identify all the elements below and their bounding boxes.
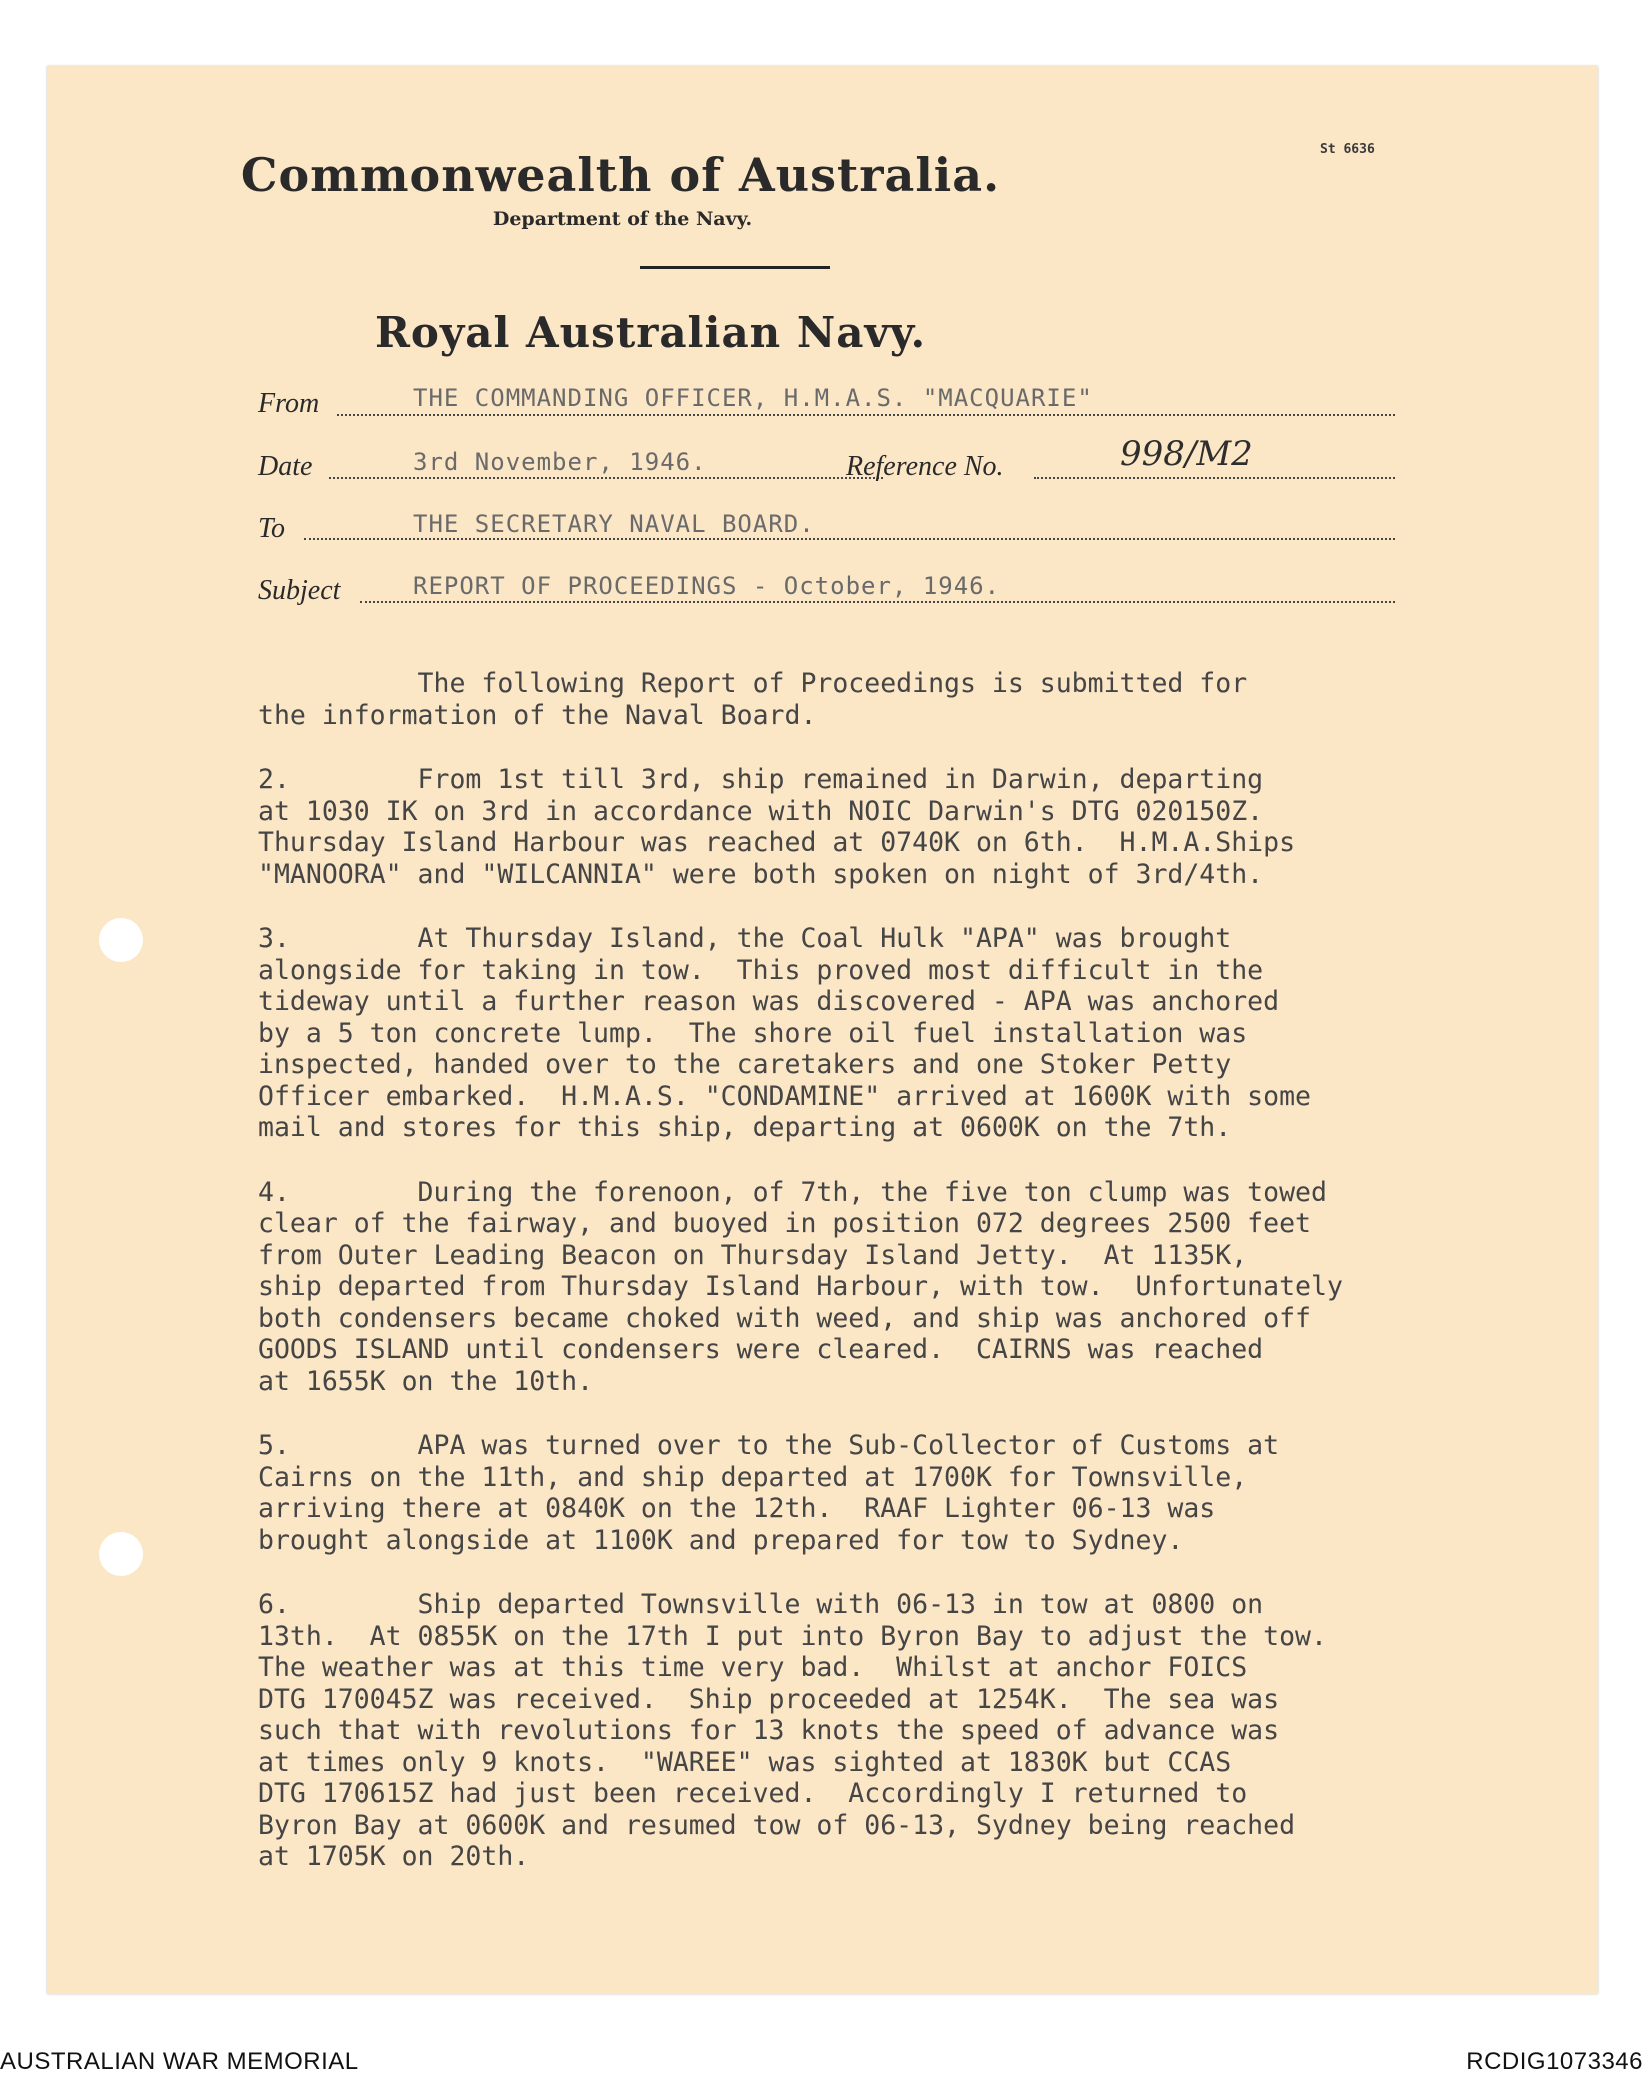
subject-line <box>360 601 1395 603</box>
reference-value: 998/M2 <box>1120 434 1253 474</box>
from-line <box>337 414 1395 416</box>
date-value: 3rd November, 1946. <box>413 448 707 476</box>
footer-archive-name: AUSTRALIAN WAR MEMORIAL <box>0 2048 359 2075</box>
paragraph-intro: The following Report of Proceedings is submitted for the information of the Naval Board. <box>258 668 1248 731</box>
paragraph-5: 5. APA was turned over to the Sub-Collector of Customs at Cairns on the 11th, and ship departed at 1700K for Townsville, arriving there at 0840K on the 12th. RAAF Lighter 06-13 was brought alongside at 1100K and prepared for tow to Sydney. <box>258 1430 1280 1556</box>
from-label: From <box>258 388 320 419</box>
to-label: To <box>258 513 286 544</box>
document-page <box>47 66 1598 1994</box>
footer-record-id: RCDIG1073346 <box>1466 2048 1643 2075</box>
subject-value: REPORT OF PROCEEDINGS - October, 1946. <box>413 572 1001 600</box>
letterhead-divider <box>640 266 830 269</box>
subject-label: Subject <box>258 575 341 606</box>
paragraph-6: 6. Ship departed Townsville with 06-13 in tow at 0800 on 13th. At 0855K on the 17th I put into Byron Bay to adjust the tow. The weather was at this time very bad. Whilst at anchor FOICS DTG 170045Z was received. Ship proceeded at 1254K. The sea was such that with revolutions for 13 knots the speed of advance was at times only 9 knots. "WAREE" was sighted at 1830K but CCAS DTG 170615Z had just been received. Accordingly I returned to Byron Bay at 0600K and resumed tow of 06-13, Sydney being reached at 1705K on 20th. <box>258 1589 1327 1872</box>
letterhead-department: Department of the Navy. <box>492 208 753 230</box>
paragraph-3: 3. At Thursday Island, the Coal Hulk "APA" was brought alongside for taking in tow. This proved most difficult in the tideway until a further reason was discovered - APA was anchored by a 5 ton concrete lump. The shore oil fuel installation was inspected, handed over to the caretakers and one Stoker Petty Officer embarked. H.M.A.S. "CONDAMINE" arrived at 1600K with some mail and stores for this ship, departing at 0600K on the 7th. <box>258 923 1311 1143</box>
punch-hole <box>99 1532 143 1576</box>
report-body <box>258 668 1558 1906</box>
reference-label: Reference No. <box>846 451 1004 482</box>
letterhead-service: Royal Australian Navy. <box>374 308 927 357</box>
paragraph-4: 4. During the forenoon, of 7th, the five ton clump was towed clear of the fairway, and buoyed in position 072 degrees 2500 feet from Outer Leading Beacon on Thursday Island Jetty. At 1135K, ship departed from Thursday Island Harbour, with tow. Unfortunately both condensers became choked with weed, and ship was anchored off GOODS ISLAND until condensers were cleared. CAIRNS was reached at 1655K on the 10th. <box>258 1176 1343 1397</box>
paragraph-2: 2. From 1st till 3rd, ship remained in Darwin, departing at 1030 IK on 3rd in accordance with NOIC Darwin's DTG 020150Z. Thursday Island Harbour was reached at 0740K on 6th. H.M.A.Ships "MANOORA" and "WILCANNIA" were both spoken on night of 3rd/4th. <box>258 764 1296 890</box>
letterhead-title: Commonwealth of Australia. <box>240 148 1001 202</box>
date-line <box>329 477 883 479</box>
to-value: THE SECRETARY NAVAL BOARD. <box>413 510 815 538</box>
date-label: Date <box>258 451 313 482</box>
reference-line <box>1034 477 1395 479</box>
serial-number: St 6636 <box>1320 142 1375 157</box>
to-line <box>304 538 1395 540</box>
from-value: THE COMMANDING OFFICER, H.M.A.S. "MACQUARIE" <box>413 384 1093 412</box>
punch-hole <box>99 918 143 962</box>
